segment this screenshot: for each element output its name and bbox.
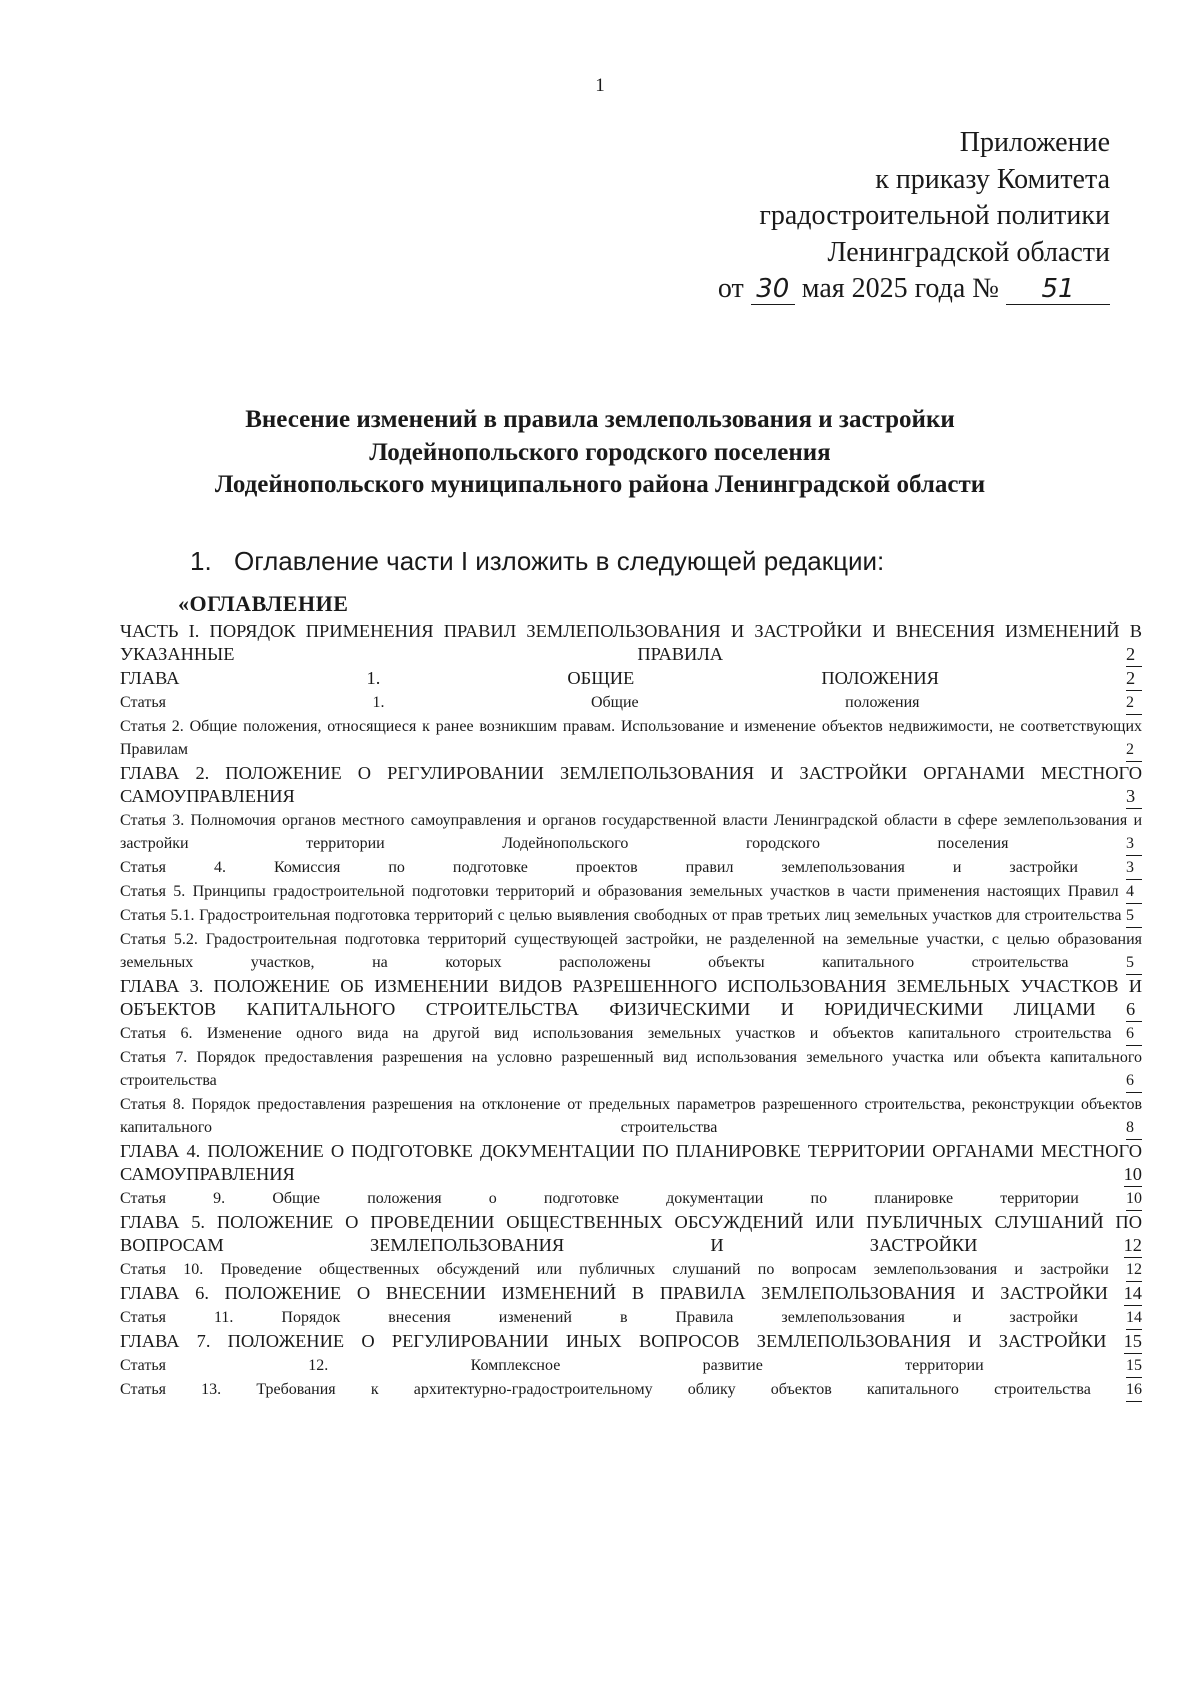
toc-entry-text: Статья 9. Общие положения о подготовке документации по планировке территории (120, 1190, 1079, 1207)
toc-entry-page: 10 (1124, 1163, 1142, 1187)
section-text: Оглавление части I изложить в следующей редакции: (234, 546, 885, 576)
toc-entry-text: Статья 6. Изменение одного вида на другой вид использования земельных участков и объектов капитального строительства (120, 1025, 1112, 1042)
toc-entry-page: 6 (1126, 1069, 1142, 1093)
toc-entry (120, 1093, 1142, 1140)
toc-entry-page: 3 (1126, 856, 1142, 880)
toc-entry-text: Статья 7. Порядок предоставления разрешения на условно разрешенный вид использования земельного участка или объекта капитального строительства (120, 1049, 1142, 1089)
toc-entry-page: 14 (1124, 1282, 1142, 1306)
toc-entry-page: 10 (1126, 1187, 1142, 1211)
toc-entry (120, 1022, 1142, 1046)
toc-entry-page: 4 (1126, 880, 1142, 904)
toc-entry-text: Статья 5.1. Градостроительная подготовка территорий с целью выявления свободных от прав третьих лиц земельных участков для строительства (120, 907, 1122, 924)
toc-entry-text: ГЛАВА 3. ПОЛОЖЕНИЕ ОБ ИЗМЕНЕНИИ ВИДОВ РАЗРЕШЕННОГО ИСПОЛЬЗОВАНИЯ ЗЕМЕЛЬНЫХ УЧАСТКОВ И ОБЪЕКТОВ КАПИТАЛЬНОГО СТРОИТЕЛЬСТВА ФИЗИЧЕСКИМИ И ЮРИДИЧЕСКИМИ ЛИЦАМИ (120, 976, 1142, 1019)
toc-entry-page: 6 (1126, 998, 1142, 1022)
toc-entry-text: ГЛАВА 6. ПОЛОЖЕНИЕ О ВНЕСЕНИИ ИЗМЕНЕНИЙ В ПРАВИЛА ЗЕМЛЕПОЛЬЗОВАНИЯ И ЗАСТРОЙКИ (120, 1283, 1108, 1303)
appendix-block (718, 125, 1110, 308)
toc-entry-text: Статья 2. Общие положения, относящиеся к ранее возникшим правам. Использование и изменение объектов недвижимости, не соответствующих Правилам (120, 718, 1142, 758)
title-line-1: Внесение изменений в правила землепользования и застройки (245, 406, 955, 433)
toc-entry-text: ГЛАВА 7. ПОЛОЖЕНИЕ О РЕГУЛИРОВАНИИ ИНЫХ ВОПРОСОВ ЗЕМЛЕПОЛЬЗОВАНИЯ И ЗАСТРОЙКИ (120, 1331, 1107, 1351)
appendix-title: Приложение (959, 127, 1110, 158)
section-item-1 (190, 546, 884, 577)
toc-entry (120, 1258, 1142, 1282)
toc-entry-page: 2 (1126, 667, 1142, 691)
toc-entry-text: Статья 4. Комиссия по подготовке проектов правил землепользования и застройки (120, 859, 1078, 876)
toc-entry (120, 1187, 1142, 1211)
toc-entry (120, 715, 1142, 762)
toc-entry-text: ГЛАВА 5. ПОЛОЖЕНИЕ О ПРОВЕДЕНИИ ОБЩЕСТВЕННЫХ ОБСУЖДЕНИЙ ИЛИ ПУБЛИЧНЫХ СЛУШАНИЙ ПО ВОПРОСАМ ЗЕМЛЕПОЛЬЗОВАНИЯ И ЗАСТРОЙКИ (120, 1212, 1142, 1255)
appendix-order-ref: к приказу Комитета (875, 163, 1110, 195)
toc-entry-page: 5 (1126, 904, 1142, 928)
toc-entry (120, 880, 1142, 904)
toc-entry-text: Статья 3. Полномочия органов местного самоуправления и органов государственной власти Ленинградской области в сфере землепользования и застройки территории Лодейнопольского городского поселения (120, 812, 1142, 852)
toc-entry-page: 3 (1126, 832, 1142, 856)
toc-entry (120, 928, 1142, 975)
toc-entry-text: ГЛАВА 1. ОБЩИЕ ПОЛОЖЕНИЯ (120, 668, 939, 688)
page-number: 1 (595, 75, 605, 96)
toc-entry-text: ЧАСТЬ I. ПОРЯДОК ПРИМЕНЕНИЯ ПРАВИЛ ЗЕМЛЕПОЛЬЗОВАНИЯ И ЗАСТРОЙКИ И ВНЕСЕНИЯ ИЗМЕНЕНИЙ В УКАЗАННЫЕ ПРАВИЛА (120, 621, 1142, 664)
toc-entry-text: Статья 5. Принципы градостроительной подготовки территорий и образования земельных участков в части применения настоящих Правил (120, 883, 1119, 900)
toc-entry-page: 5 (1126, 951, 1142, 975)
appendix-region: Ленинградской области (827, 236, 1110, 268)
toc-entry (120, 1046, 1142, 1093)
toc-entry-page: 8 (1126, 1116, 1142, 1140)
toc-entry-text: ГЛАВА 4. ПОЛОЖЕНИЕ О ПОДГОТОВКЕ ДОКУМЕНТАЦИИ ПО ПЛАНИРОВКЕ ТЕРРИТОРИИ ОРГАНАМИ МЕСТНОГО САМОУПРАВЛЕНИЯ (120, 1141, 1142, 1184)
toc-entry-text: ГЛАВА 2. ПОЛОЖЕНИЕ О РЕГУЛИРОВАНИИ ЗЕМЛЕПОЛЬЗОВАНИЯ И ЗАСТРОЙКИ ОРГАНАМИ МЕСТНОГО САМОУПРАВЛЕНИЯ (120, 763, 1142, 806)
toc-entry (120, 1378, 1142, 1402)
toc-entry-text: Статья 13. Требования к архитектурно-градостроительному облику объектов капитального строительства (120, 1381, 1091, 1398)
toc-entry (120, 691, 1142, 715)
toc-entry (120, 667, 1142, 691)
toc-entry (120, 1330, 1142, 1354)
section-number: 1. (190, 546, 212, 576)
toc-entry-text: Статья 5.2. Градостроительная подготовка территорий существующей застройки, не разделенной на земельные участки, с целью образования земельных участков, на которых расположены объекты капитального строительства (120, 931, 1142, 971)
toc-entry (120, 1211, 1142, 1258)
toc-entry-text: Статья 8. Порядок предоставления разрешения на отклонение от предельных параметров разрешенного строительства, реконструкции объектов капитального строительства (120, 1096, 1142, 1136)
toc-entry-text: Статья 1. Общие положения (120, 694, 920, 711)
toc-entry-text: Статья 11. Порядок внесения изменений в Правила землепользования и застройки (120, 1309, 1078, 1326)
handwritten-order-number: 51 (1006, 274, 1110, 305)
toc-entry-page: 12 (1126, 1258, 1142, 1282)
title-line-3: Лодейнопольского муниципального района Ленинградской области (214, 471, 986, 498)
toc-entry (120, 1140, 1142, 1187)
toc-entry (120, 620, 1142, 667)
date-prefix: от (717, 273, 744, 304)
toc-entry-page: 14 (1126, 1306, 1142, 1330)
toc-entry-page: 2 (1126, 691, 1142, 715)
toc-entry (120, 904, 1142, 928)
toc-entry (120, 1354, 1142, 1378)
toc-entry (120, 1306, 1142, 1330)
title-line-2: Лодейнопольского городского поселения (369, 438, 831, 466)
toc-entry-page: 2 (1126, 643, 1142, 667)
toc-entry-text: Статья 10. Проведение общественных обсуждений или публичных слушаний по вопросам землепользования и застройки (120, 1261, 1109, 1278)
document-title (0, 404, 1200, 502)
toc-entry (120, 809, 1142, 856)
toc-entry-page: 2 (1126, 738, 1142, 762)
toc-entry-text: Статья 12. Комплексное развитие территории (120, 1357, 984, 1374)
toc-entry (120, 975, 1142, 1022)
toc-entry-page: 3 (1126, 785, 1142, 809)
toc-entry (120, 1282, 1142, 1306)
toc-entry (120, 762, 1142, 809)
toc-entry-page: 16 (1126, 1378, 1142, 1402)
toc-entry-page: 6 (1126, 1022, 1142, 1046)
toc-entry-page: 15 (1126, 1354, 1142, 1378)
appendix-date-line (718, 271, 1110, 308)
appendix-committee: градостроительной политики (759, 200, 1110, 231)
toc-entry (120, 856, 1142, 880)
table-of-contents (120, 620, 1142, 1402)
date-middle: мая 2025 года № (801, 273, 999, 304)
toc-entry-page: 12 (1124, 1234, 1142, 1258)
handwritten-day: 30 (751, 274, 795, 305)
toc-entry-page: 15 (1124, 1330, 1142, 1354)
toc-heading: «ОГЛАВЛЕНИЕ (178, 591, 349, 616)
